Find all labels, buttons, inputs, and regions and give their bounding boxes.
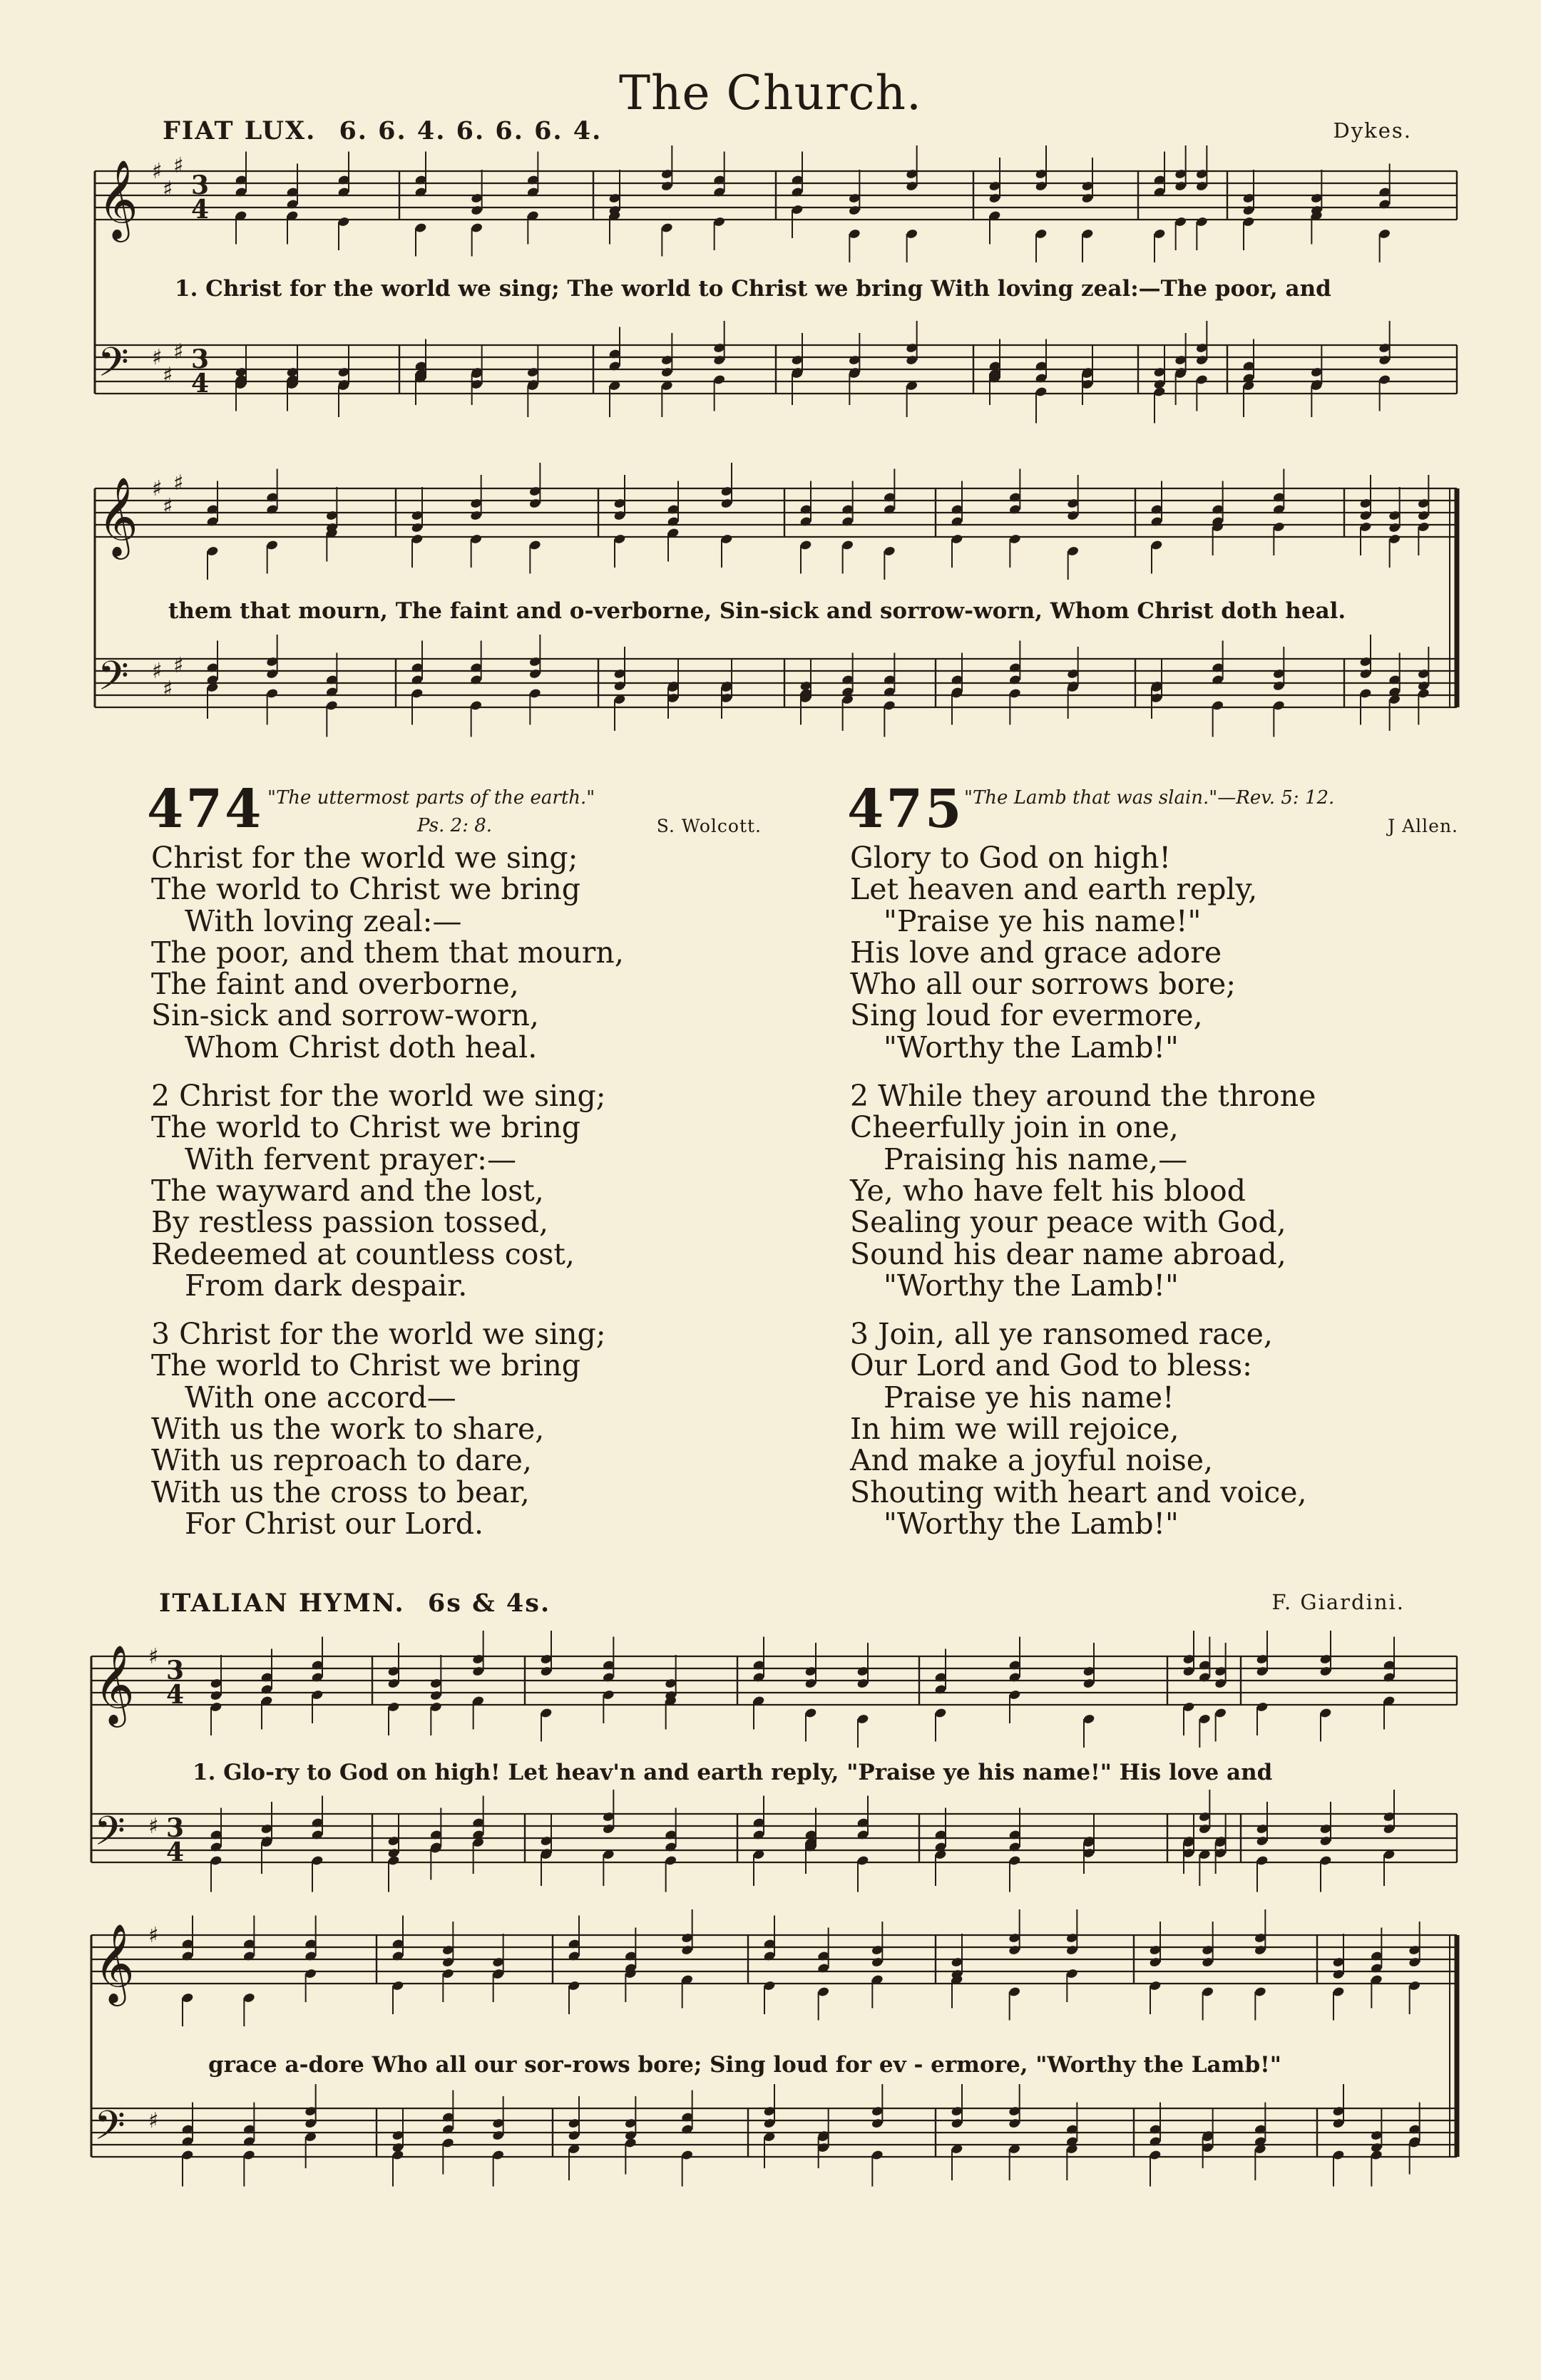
verse-line: Let heaven and earth reply,	[850, 872, 1258, 907]
treble-clef-icon: 𝄞	[94, 1644, 135, 1724]
hymn-475-number: 475	[847, 779, 964, 840]
bass-clef-icon: 𝄢	[94, 1808, 126, 1864]
sharp-icon: ♯	[148, 1923, 159, 1948]
verse-line: With one accord—	[185, 1380, 456, 1415]
sharp-icon: ♯	[173, 653, 184, 678]
sharp-icon: ♯	[152, 476, 163, 501]
verse-line: From dark despair.	[185, 1268, 468, 1303]
verse-line: Sin-sick and sorrow-worn,	[151, 998, 539, 1033]
verse-line: With fervent prayer:—	[185, 1142, 516, 1176]
treble-clef-icon: 𝄞	[94, 1923, 135, 2003]
hymn-474-reference: Ps. 2: 8.	[417, 815, 493, 836]
tune-2-lyric-line-1: 1. Glo-ry to God on high! Let heav'n and earth reply, "Praise ye his name!" His love and	[193, 1760, 1273, 1785]
sharp-icon: ♯	[152, 159, 163, 184]
sharp-icon: ♯	[163, 177, 173, 202]
tune-2-composer: F. Giardini.	[1271, 1590, 1405, 1614]
stanza	[850, 1080, 1478, 1301]
verse-line: Cheerfully join in one,	[850, 1110, 1179, 1145]
verse-line: Our Lord and God to bless:	[850, 1348, 1252, 1383]
bass-clef-icon: 𝄢	[94, 2103, 126, 2159]
stanza	[151, 1080, 779, 1301]
verse-line: With us reproach to dare,	[151, 1443, 532, 1478]
tune-1-composer: Dykes.	[1333, 118, 1412, 143]
bass-clef-icon: 𝄢	[98, 339, 129, 396]
page-title: The Church.	[618, 66, 923, 120]
treble-clef-icon: 𝄞	[98, 476, 138, 556]
verse-line: The faint and overborne,	[151, 967, 519, 1002]
verse-line: Redeemed at countless cost,	[151, 1236, 575, 1271]
verse-line: With us the work to share,	[151, 1412, 545, 1447]
verse-line: Sealing your peace with God,	[850, 1205, 1286, 1240]
time-signature: 3	[166, 1813, 185, 1843]
verse-line: Christ for the world we sing;	[151, 841, 578, 875]
sharp-icon: ♯	[148, 1644, 159, 1669]
verse-line: Whom Christ doth heal.	[185, 1030, 538, 1065]
time-signature: 4	[191, 369, 210, 399]
tune-2-name: ITALIAN HYMN.	[159, 1589, 405, 1618]
verse-line: The poor, and them that mourn,	[151, 935, 624, 970]
verse-line: With loving zeal:—	[185, 903, 462, 938]
verse-line: In him we will rejoice,	[850, 1412, 1179, 1447]
hymn-474-number: 474	[147, 779, 264, 840]
verse-line: Ye, who have felt his blood	[850, 1173, 1246, 1208]
hymn-475-verses	[850, 842, 1478, 1539]
verse-line: "Praise ye his name!"	[884, 903, 1202, 938]
sharp-icon: ♯	[163, 494, 173, 519]
verse-line: For Christ our Lord.	[185, 1506, 484, 1541]
sharp-icon: ♯	[163, 677, 173, 702]
tune-1-name: FIAT LUX.	[163, 116, 317, 145]
stanza	[151, 1318, 779, 1539]
tune-2-meter: 6s & 4s.	[427, 1589, 551, 1618]
stanza	[850, 842, 1478, 1063]
verse-line: 3 Christ for the world we sing;	[151, 1317, 606, 1352]
sharp-icon: ♯	[163, 363, 173, 388]
verse-line: Sound his dear name abroad,	[850, 1236, 1286, 1271]
verse-line: "Worthy the Lamb!"	[884, 1506, 1179, 1541]
sharp-icon: ♯	[152, 345, 163, 370]
verse-line: The world to Christ we bring	[151, 872, 581, 907]
verse-line: "Worthy the Lamb!"	[884, 1030, 1179, 1065]
treble-clef-icon: 𝄞	[98, 159, 138, 239]
tune-2-lyric-line-2: grace a-dore Who all our sor-rows bore; Sing loud for ev - ermore, "Worthy the Lamb!"	[208, 2052, 1281, 2078]
sharp-icon: ♯	[148, 1814, 159, 1839]
verse-line: 2 While they around the throne	[850, 1079, 1316, 1114]
tune-1-lyric-line-2: them that mourn, The faint and o-verborne, Sin-sick and sorrow-worn, Whom Christ doth heal.	[168, 598, 1346, 624]
verse-line: The wayward and the lost,	[151, 1173, 544, 1208]
verse-line: The world to Christ we bring	[151, 1348, 581, 1383]
verse-line: Glory to God on high!	[850, 841, 1172, 875]
verse-line: And make a joyful noise,	[850, 1443, 1214, 1478]
verse-line: Praising his name,—	[884, 1142, 1188, 1176]
verse-line: Sing loud for evermore,	[850, 998, 1203, 1033]
verse-line: The world to Christ we bring	[151, 1110, 581, 1145]
verse-line: Shouting with heart and voice,	[850, 1474, 1307, 1509]
verse-line: Praise ye his name!	[884, 1380, 1174, 1415]
hymn-475-epigraph: "The Lamb that was slain."—Rev. 5: 12.	[964, 787, 1335, 809]
verse-line: His love and grace adore	[850, 935, 1222, 970]
sharp-icon: ♯	[173, 339, 184, 364]
stanza	[151, 842, 779, 1063]
verse-line: Who all our sorrows bore;	[850, 967, 1237, 1002]
hymn-474-verses	[151, 842, 779, 1539]
hymn-475-author: J Allen.	[1388, 816, 1458, 836]
sharp-icon: ♯	[173, 153, 184, 178]
verse-line: 2 Christ for the world we sing;	[151, 1079, 606, 1114]
time-signature: 3	[191, 170, 210, 200]
hymn-474-epigraph: "The uttermost parts of the earth."	[267, 787, 595, 809]
verse-line: 3 Join, all ye ransomed race,	[850, 1317, 1273, 1352]
tune-1-lyric-line-1: 1. Christ for the world we sing; The world to Christ we bring With loving zeal:—The poor, and	[175, 276, 1331, 302]
verse-line: With us the cross to bear,	[151, 1474, 530, 1509]
tune-1-meter: 6. 6. 4. 6. 6. 6. 4.	[339, 116, 603, 145]
verse-line: By restless passion tossed,	[151, 1205, 548, 1240]
time-signature: 4	[191, 195, 210, 225]
stanza	[850, 1318, 1478, 1539]
time-signature: 3	[191, 344, 210, 374]
sharp-icon: ♯	[152, 659, 163, 684]
sharp-icon: ♯	[148, 2108, 159, 2133]
time-signature: 4	[166, 1680, 185, 1710]
bass-clef-icon: 𝄢	[98, 653, 129, 709]
time-signature: 4	[166, 1837, 185, 1867]
sharp-icon: ♯	[173, 471, 184, 496]
hymn-474-author: S. Wolcott.	[656, 816, 762, 836]
time-signature: 3	[166, 1656, 185, 1686]
verse-line: "Worthy the Lamb!"	[884, 1268, 1179, 1303]
